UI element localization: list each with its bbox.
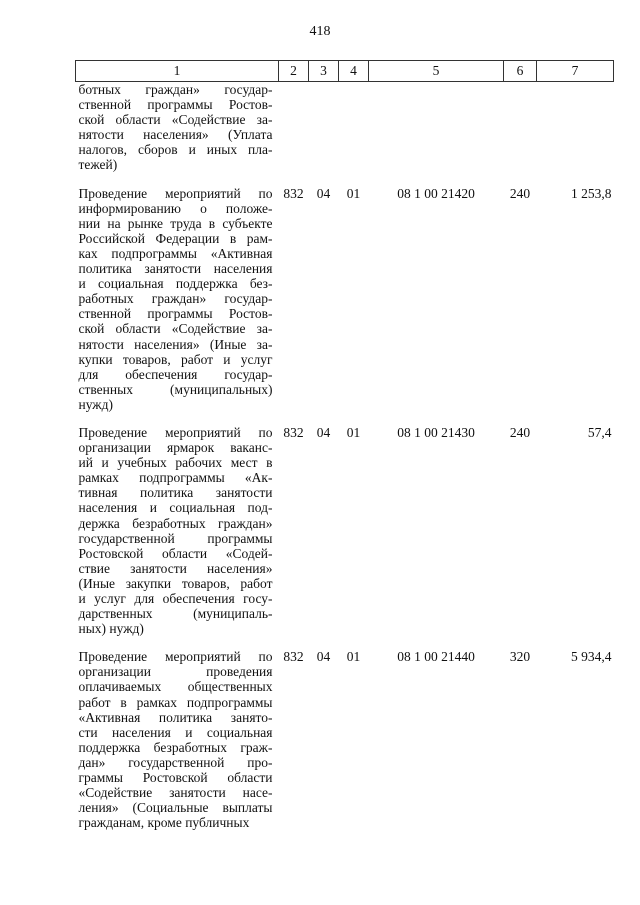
description-line: ботных граждан» государ- (78, 82, 273, 97)
code-main-cell: 832 (283, 649, 304, 665)
description-line: «Активная политика занято- (78, 709, 273, 725)
description-line: и социальная поддержка без- (78, 276, 273, 292)
description-line: граммы Ростовской области (78, 770, 273, 786)
code-target-cell: 08 1 00 21420 (397, 185, 475, 201)
code-section-cell: 04 (316, 424, 331, 440)
description-line: поддержка безработных граж- (78, 739, 273, 755)
amount-cell (537, 82, 614, 186)
description-line: Ростовской области «Содей- (78, 545, 273, 561)
description-line: нужд) (78, 396, 113, 412)
description-line: Проведение мероприятий по (78, 649, 273, 665)
header-col-5: 5 (369, 61, 504, 82)
description-line: налогов, сборов и иных пла- (78, 142, 273, 158)
code-target-cell: 08 1 00 21430 (397, 424, 475, 440)
code-target-cell: 08 1 00 21440 (397, 649, 475, 665)
description-line: политика занятости населения (78, 261, 273, 277)
description-line: нятости населения» (Иные за- (78, 336, 273, 352)
amount-cell: 1 253,8 (571, 185, 612, 201)
description-line: тивная политика занятости (78, 485, 273, 501)
table-row (76, 82, 614, 186)
description-line: для обеспечения государ- (78, 366, 273, 382)
description-line: Российской Федерации в рам- (78, 230, 273, 246)
code-subsection-cell: 01 (346, 185, 361, 201)
description-line: дарственных (муниципаль- (78, 606, 273, 622)
code-subsection-cell: 01 (346, 424, 361, 440)
header-col-7: 7 (537, 61, 614, 82)
description-line: организации ярмарок ваканс- (78, 440, 273, 456)
description-cell (76, 649, 279, 843)
page-number: 418 (309, 24, 331, 39)
description-line: и услуг для обеспечения госу- (78, 591, 273, 606)
description-line: «Содействие занятости насе- (78, 785, 273, 801)
description-line: оплачиваемых общественных (78, 679, 273, 695)
description-line: Проведение мероприятий по (78, 185, 273, 201)
amount-cell: 57,4 (587, 424, 612, 440)
description-line: ской области «Содействие за- (78, 112, 273, 128)
description-line: населения и социальная под- (78, 500, 273, 516)
code-section-cell (309, 82, 339, 186)
header-col-4: 4 (339, 61, 369, 82)
header-col-1: 1 (76, 61, 279, 82)
description-line: ных) нужд) (78, 621, 144, 637)
description-line: организации проведения (78, 664, 273, 680)
description-cell (76, 82, 279, 186)
description-line: информированию о положе- (78, 200, 273, 216)
description-line: купки товаров, работ и услуг (78, 351, 273, 367)
code-main-cell: 832 (283, 424, 304, 440)
description-line: государственной программы (78, 530, 273, 546)
description-line: ственной программы Ростов- (78, 306, 273, 322)
description-line: ствие занятости населения» (78, 560, 273, 576)
description-line: ственных (муниципальных) (78, 381, 273, 397)
code-expense-type-cell: 240 (509, 424, 531, 440)
description-line: ления» (Социальные выплаты (78, 800, 273, 816)
code-main-cell (279, 82, 309, 186)
code-target-cell (369, 82, 504, 186)
budget-table (75, 60, 614, 843)
code-subsection-cell (339, 82, 369, 186)
header-col-6: 6 (504, 61, 537, 82)
code-main-cell: 832 (283, 185, 304, 201)
description-line: работ в рамках подпрограммы (78, 694, 273, 710)
header-col-3: 3 (309, 61, 339, 82)
header-col-2: 2 (279, 61, 309, 82)
description-line: ий и учебных рабочих мест в (78, 455, 273, 471)
table-row (76, 649, 614, 843)
description-line: нятости населения» (Уплата (78, 127, 273, 143)
description-line: держка безработных граждан» (78, 515, 273, 531)
description-line: Проведение мероприятий по (78, 424, 273, 440)
code-section-cell: 04 (316, 649, 331, 665)
description-line: ственной программы Ростов- (78, 97, 273, 113)
table-row (76, 425, 614, 649)
description-line: дан» государственной про- (78, 754, 273, 770)
code-expense-type-cell (504, 82, 537, 186)
code-subsection-cell: 01 (346, 649, 361, 665)
description-line: работных граждан» государ- (78, 291, 273, 307)
description-line: гражданам, кроме публичных (78, 815, 250, 831)
amount-cell: 5 934,4 (571, 649, 612, 665)
description-line: (Иные закупки товаров, работ (78, 575, 273, 591)
description-line: нии на рынке труда в субъекте (78, 215, 273, 231)
code-expense-type-cell: 240 (509, 185, 531, 201)
description-line: ках подпрограммы «Активная (78, 245, 273, 261)
description-cell (76, 425, 279, 649)
description-cell (76, 186, 279, 425)
description-line: сти населения и социальная (78, 724, 273, 740)
code-expense-type-cell: 320 (509, 649, 531, 665)
description-line: рамках подпрограммы «Ак- (78, 470, 273, 486)
description-line: тежей) (78, 157, 118, 173)
table-row (76, 186, 614, 425)
code-section-cell: 04 (316, 185, 331, 201)
header-row (76, 61, 614, 82)
description-line: ской области «Содействие за- (78, 321, 273, 337)
